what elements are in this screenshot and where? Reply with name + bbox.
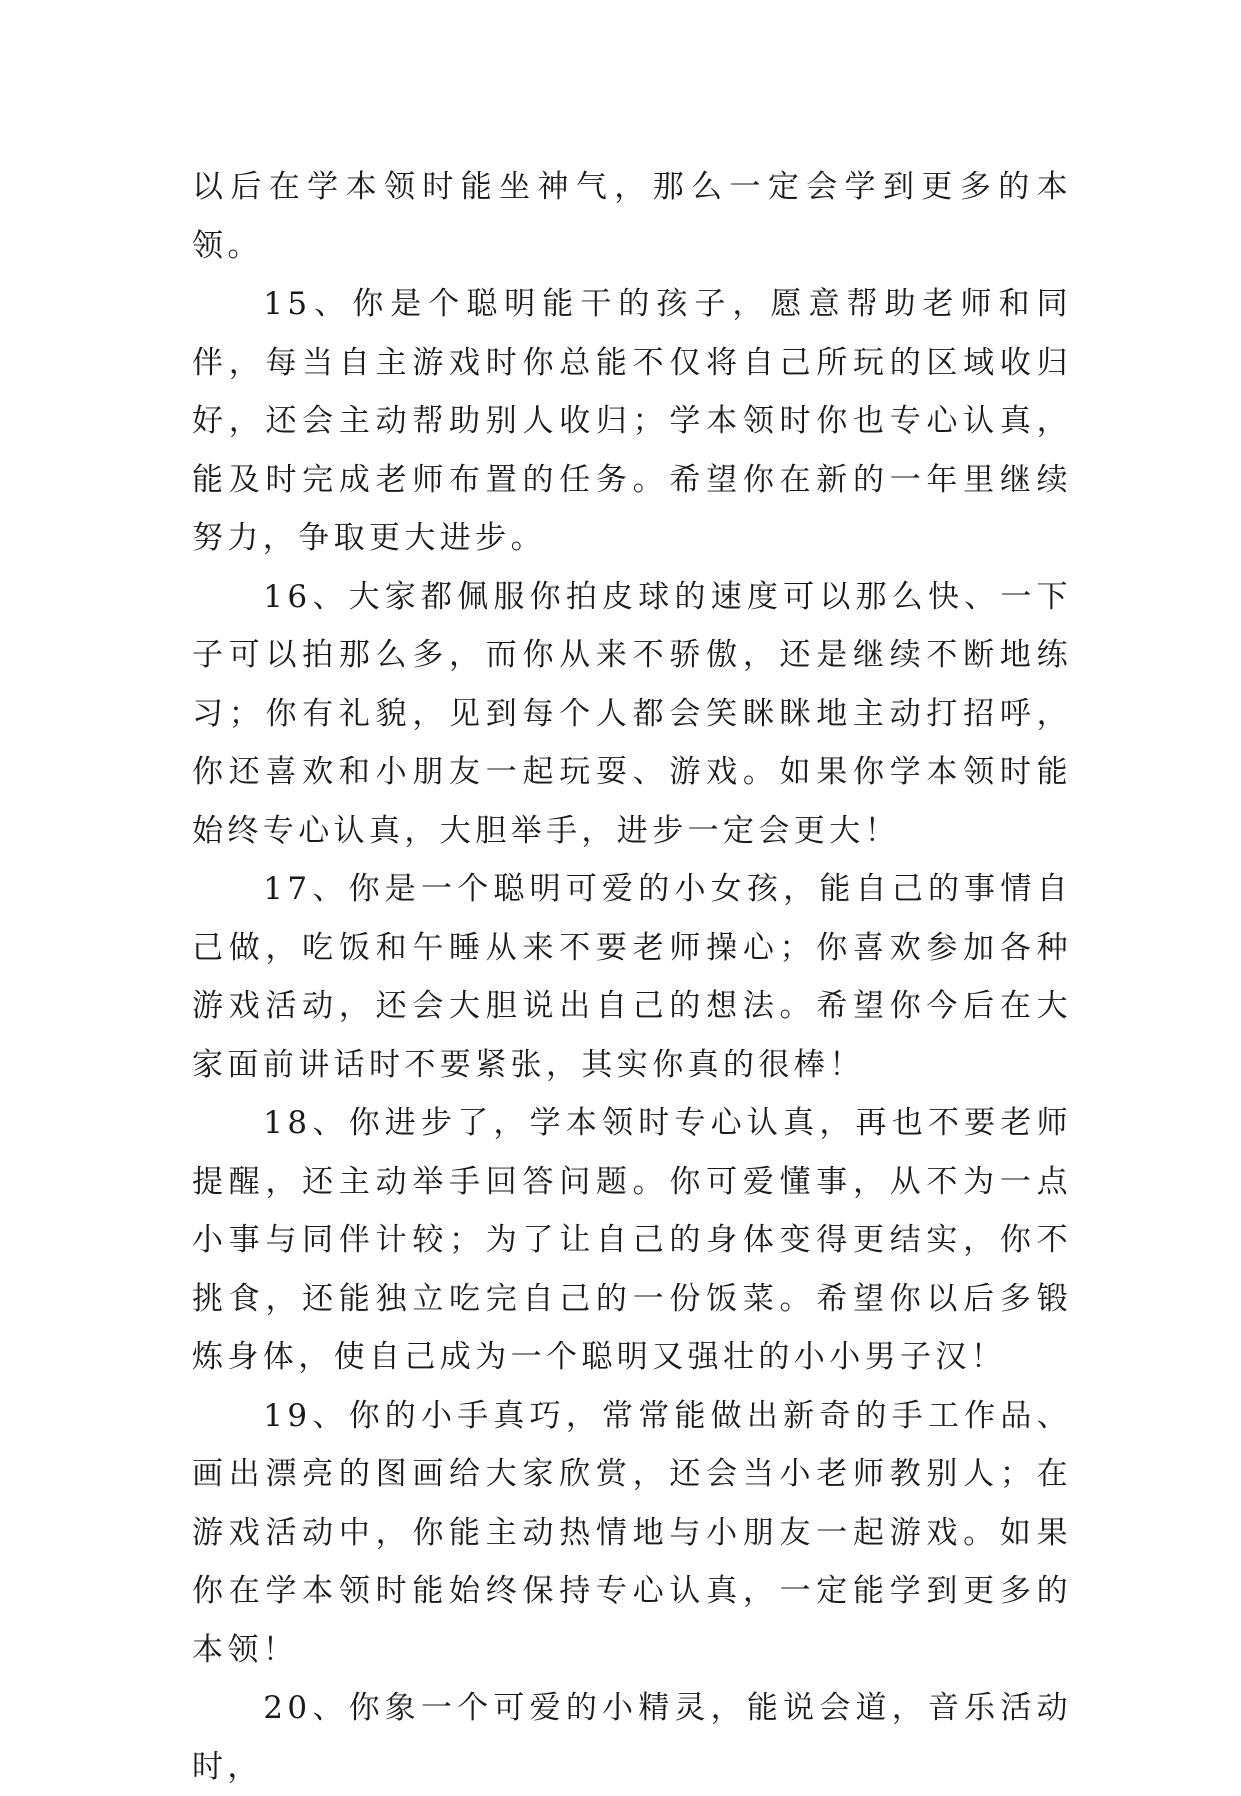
paragraph-item-16: 16、大家都佩服你拍皮球的速度可以那么快、一下子可以拍那么多，而你从来不骄傲，还是继续不断地练习；你有礼貌，见到每个人都会笑眯眯地主动打招呼，你还喜欢和小朋友一起玩耍、游戏。如果你学本领时能始终专心认真，大胆举手，进步一定会更大！ (192, 578, 1072, 849)
paragraph-item-19: 19、你的小手真巧，常常能做出新奇的手工作品、画出漂亮的图画给大家欣赏，还会当小老师教别人；在游戏活动中，你能主动热情地与小朋友一起游戏。如果你在学本领时能始终保持专心认真，一定能学到更多的本领！ (192, 1397, 1072, 1668)
paragraph-item-18: 18、你进步了，学本领时专心认真，再也不要老师提醒，还主动举手回答问题。你可爱懂事，从不为一点小事与同伴计较；为了让自己的身体变得更结实，你不挑食，还能独立吃完自己的一份饭菜。希望你以后多锻炼身体，使自己成为一个聪明又强壮的小小男子汉！ (192, 1105, 1072, 1375)
paragraph-item-17: 17、你是一个聪明可爱的小女孩，能自己的事情自己做，吃饭和午睡从来不要老师操心；你喜欢参加各种游戏活动，还会大胆说出自己的想法。希望你今后在大家面前讲话时不要紧张，其实你真的很棒！ (192, 871, 1072, 1083)
paragraph-item-20: 20、你象一个可爱的小精灵，能说会道，音乐活动时， (192, 1690, 1072, 1785)
document-body (192, 158, 1072, 1796)
paragraph-continuation: 以后在学本领时能坐神气，那么一定会学到更多的本领。 (192, 169, 1072, 264)
paragraph-item-15: 15、你是个聪明能干的孩子，愿意帮助老师和同伴，每当自主游戏时你总能不仅将自己所玩的区域收归好，还会主动帮助别人收归；学本领时你也专心认真，能及时完成老师布置的任务。希望你在新的一年里继续努力，争取更大进步。 (192, 286, 1072, 556)
